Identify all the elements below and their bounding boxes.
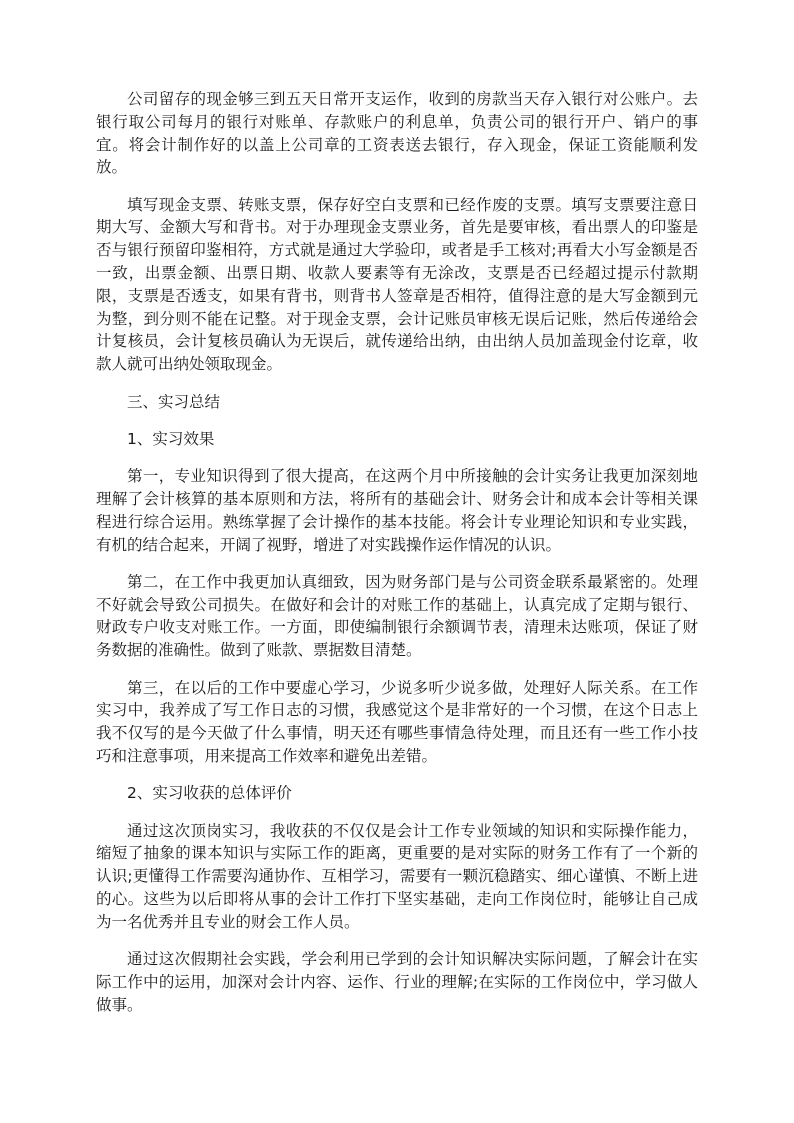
paragraph-third-point: 第三，在以后的工作中要虚心学习，少说多听少说多做，处理好人际关系。在工作实习中，我养成了写工作日志的习惯，我感觉这个是非常好的一个习惯，在这个日志上我不仅写的是今天做了什么事情，明天还有哪些事情急待处理，而且还有一些工作小技巧和注意事项，用来提高工作效率和避免出差错。 bbox=[96, 678, 698, 765]
paragraph-cheque-handling: 填写现金支票、转账支票，保存好空白支票和已经作废的支票。填写支票要注意日期大写、金额大写和背书。对于办理现金支票业务，首先是要审核，看出票人的印鉴是否与银行预留印鉴相符，方式就是通过大学验印，或者是手工核对;再看大小写金额是否一致，出票金额、出票日期、收款人要素等有无涂改，支票是否已经超过提示付款期限，支票是否透支，如果有背书，则背书人签章是否相符，值得注意的是大写金额到元为整，到分则不能在记整。对于现金支票，会计记账员审核无误后记账，然后传递给会计复核员，会计复核员确认为无误后，就传递给出纳，由出纳人员加盖现金付讫章，收款人就可出纳处领取现金。 bbox=[96, 195, 698, 374]
paragraph-first-point: 第一，专业知识得到了很大提高，在这两个月中所接触的会计实务让我更加深刻地理解了会计核算的基本原则和方法，将所有的基础会计、财务会计和成本会计等相关课程进行综合运用。熟练掌握了会计操作的基本技能。将会计专业理论知识和专业实践，有机的结合起来，开阔了视野，增进了对实践操作运作情况的认识。 bbox=[96, 467, 698, 554]
document-page bbox=[96, 88, 698, 1031]
paragraph-conclusion: 通过这次假期社会实践，学会利用已学到的会计知识解决实际问题，了解会计在实际工作中的运用，加深对会计内容、运作、行业的理解;在实际的工作岗位中，学习做人做事。 bbox=[96, 950, 698, 1014]
heading-internship-effect: 1、实习效果 bbox=[127, 429, 215, 448]
paragraph-second-point: 第二，在工作中我更加认真细致，因为财务部门是与公司资金联系最紧密的。处理不好就会导致公司损失。在做好和会计的对账工作的基础上，认真完成了定期与银行、财政专户收支对账工作。一方面，即使编制银行余额调节表，清理未达账项，保证了财务数据的准确性。做到了账款、票据数目清楚。 bbox=[96, 572, 698, 660]
heading-internship-summary: 三、实习总结 bbox=[127, 392, 221, 411]
paragraph-cash-deposit: 公司留存的现金够三到五天日常开支运作，收到的房款当天存入银行对公账户。去银行取公司每月的银行对账单、存款账户的利息单，负责公司的银行开户、销户的事宜。将会计制作好的以盖上公司章的工资表送去银行，存入现金，保证工资能顺利发放。 bbox=[96, 90, 698, 177]
heading-overall-evaluation: 2、实习收获的总体评价 bbox=[127, 784, 292, 803]
paragraph-gains: 通过这次顶岗实习，我收获的不仅仅是会计工作专业领域的知识和实际操作能力，缩短了抽象的课本知识与实际工作的距离，更重要的是对实际的财务工作有了一个新的认识;更懂得工作需要沟通协作、互相学习，需要有一颗沉稳踏实、细心谨慎、不断上进的心。这些为以后即将从事的会计工作打下坚实基础，走向工作岗位时，能够让自己成为一名优秀并且专业的财会工作人员。 bbox=[96, 821, 698, 931]
